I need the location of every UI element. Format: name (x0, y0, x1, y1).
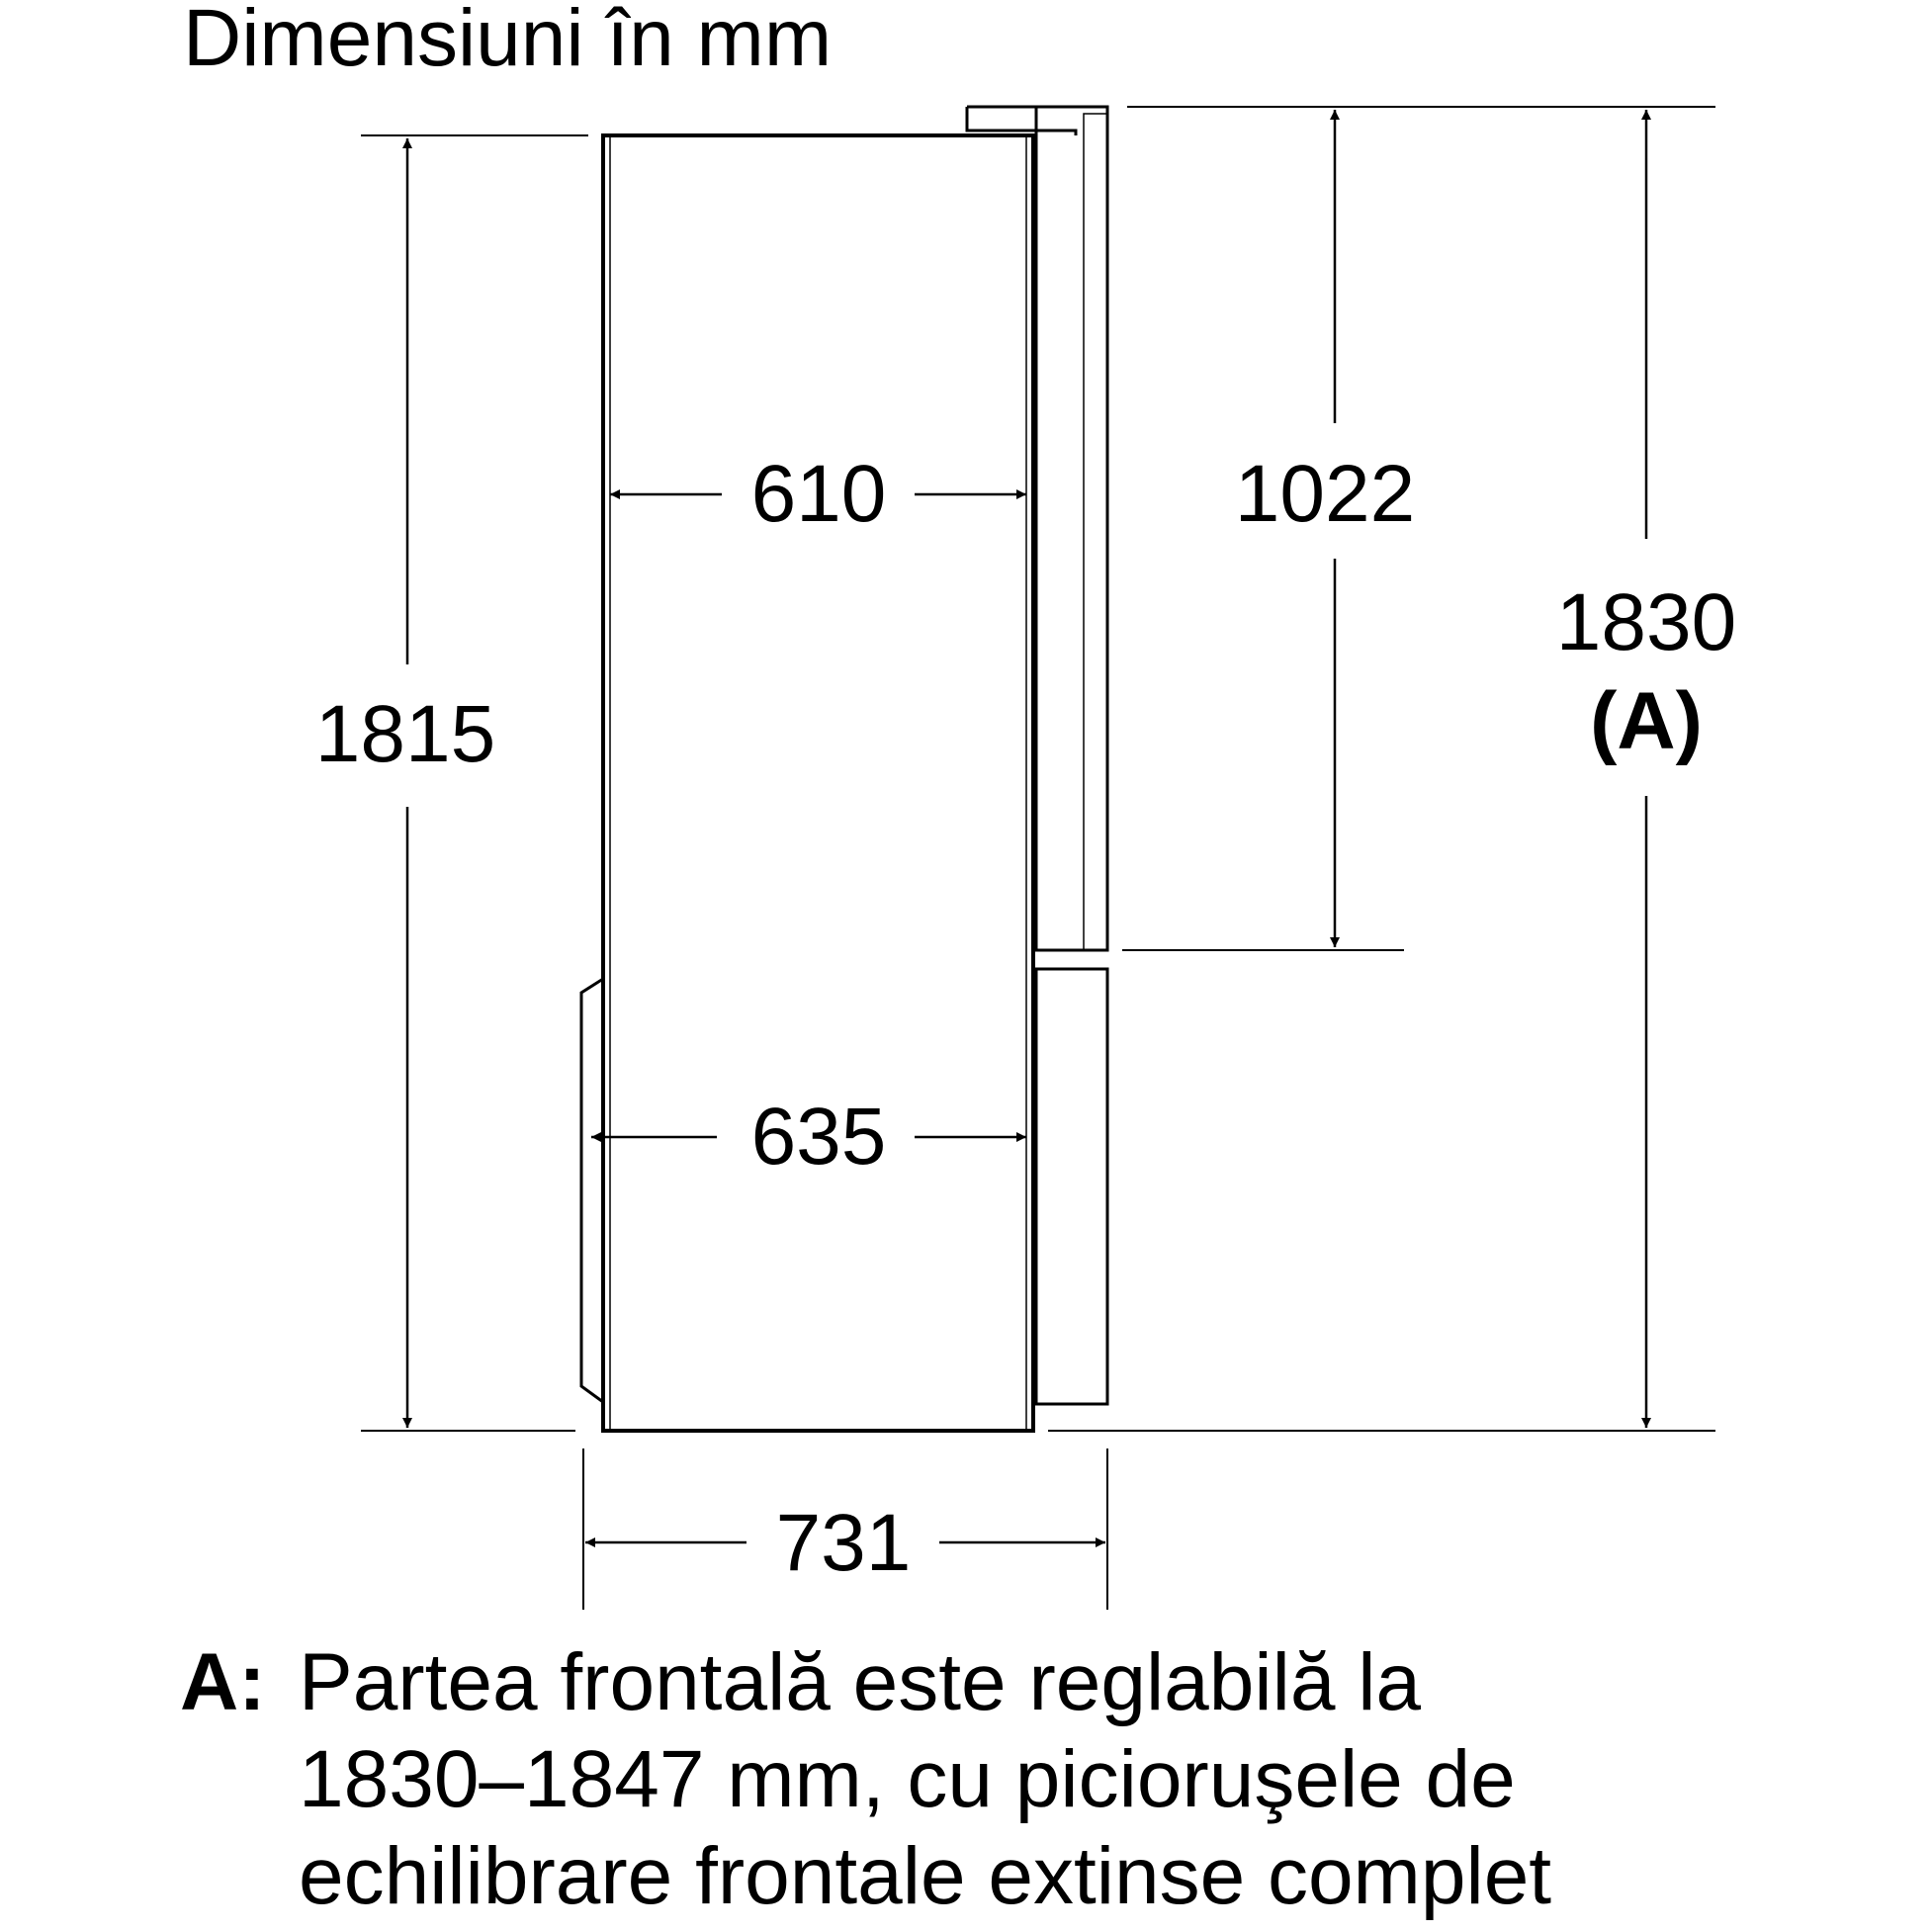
label-610: 610 (750, 449, 887, 539)
label-731: 731 (775, 1498, 912, 1588)
dimension-1815 (315, 138, 495, 1428)
dimension-610 (610, 449, 1026, 539)
upper-door (1036, 107, 1107, 950)
diagram-title: Dimensiuni în mm (183, 0, 833, 83)
dimension-1830 (1556, 110, 1736, 1428)
label-635: 635 (750, 1092, 887, 1182)
back-protrusion (581, 979, 603, 1402)
fridge-side-view (581, 107, 1107, 1431)
footnote-line-3: echilibrare frontale extinse complet (299, 1831, 1552, 1921)
dimension-731 (585, 1498, 1105, 1588)
label-1815: 1815 (314, 689, 496, 779)
dimension-1022 (1235, 110, 1415, 947)
footnote-line-2: 1830–1847 mm, cu picioruşele de (299, 1734, 1516, 1824)
label-1830: 1830 (1555, 577, 1737, 667)
cabinet-body (603, 135, 1033, 1431)
footnote-marker: A: (180, 1637, 266, 1727)
lower-door (1036, 969, 1107, 1404)
label-1830-note: (A) (1590, 676, 1703, 766)
label-1022: 1022 (1234, 449, 1416, 539)
cabinet-inner-edge (610, 135, 1026, 1431)
dimension-635 (591, 1092, 1026, 1182)
upper-door-edge (1084, 114, 1107, 950)
footnote-line-1: Partea frontală este reglabilă la (299, 1637, 1422, 1727)
extension-lines (361, 107, 1715, 1610)
